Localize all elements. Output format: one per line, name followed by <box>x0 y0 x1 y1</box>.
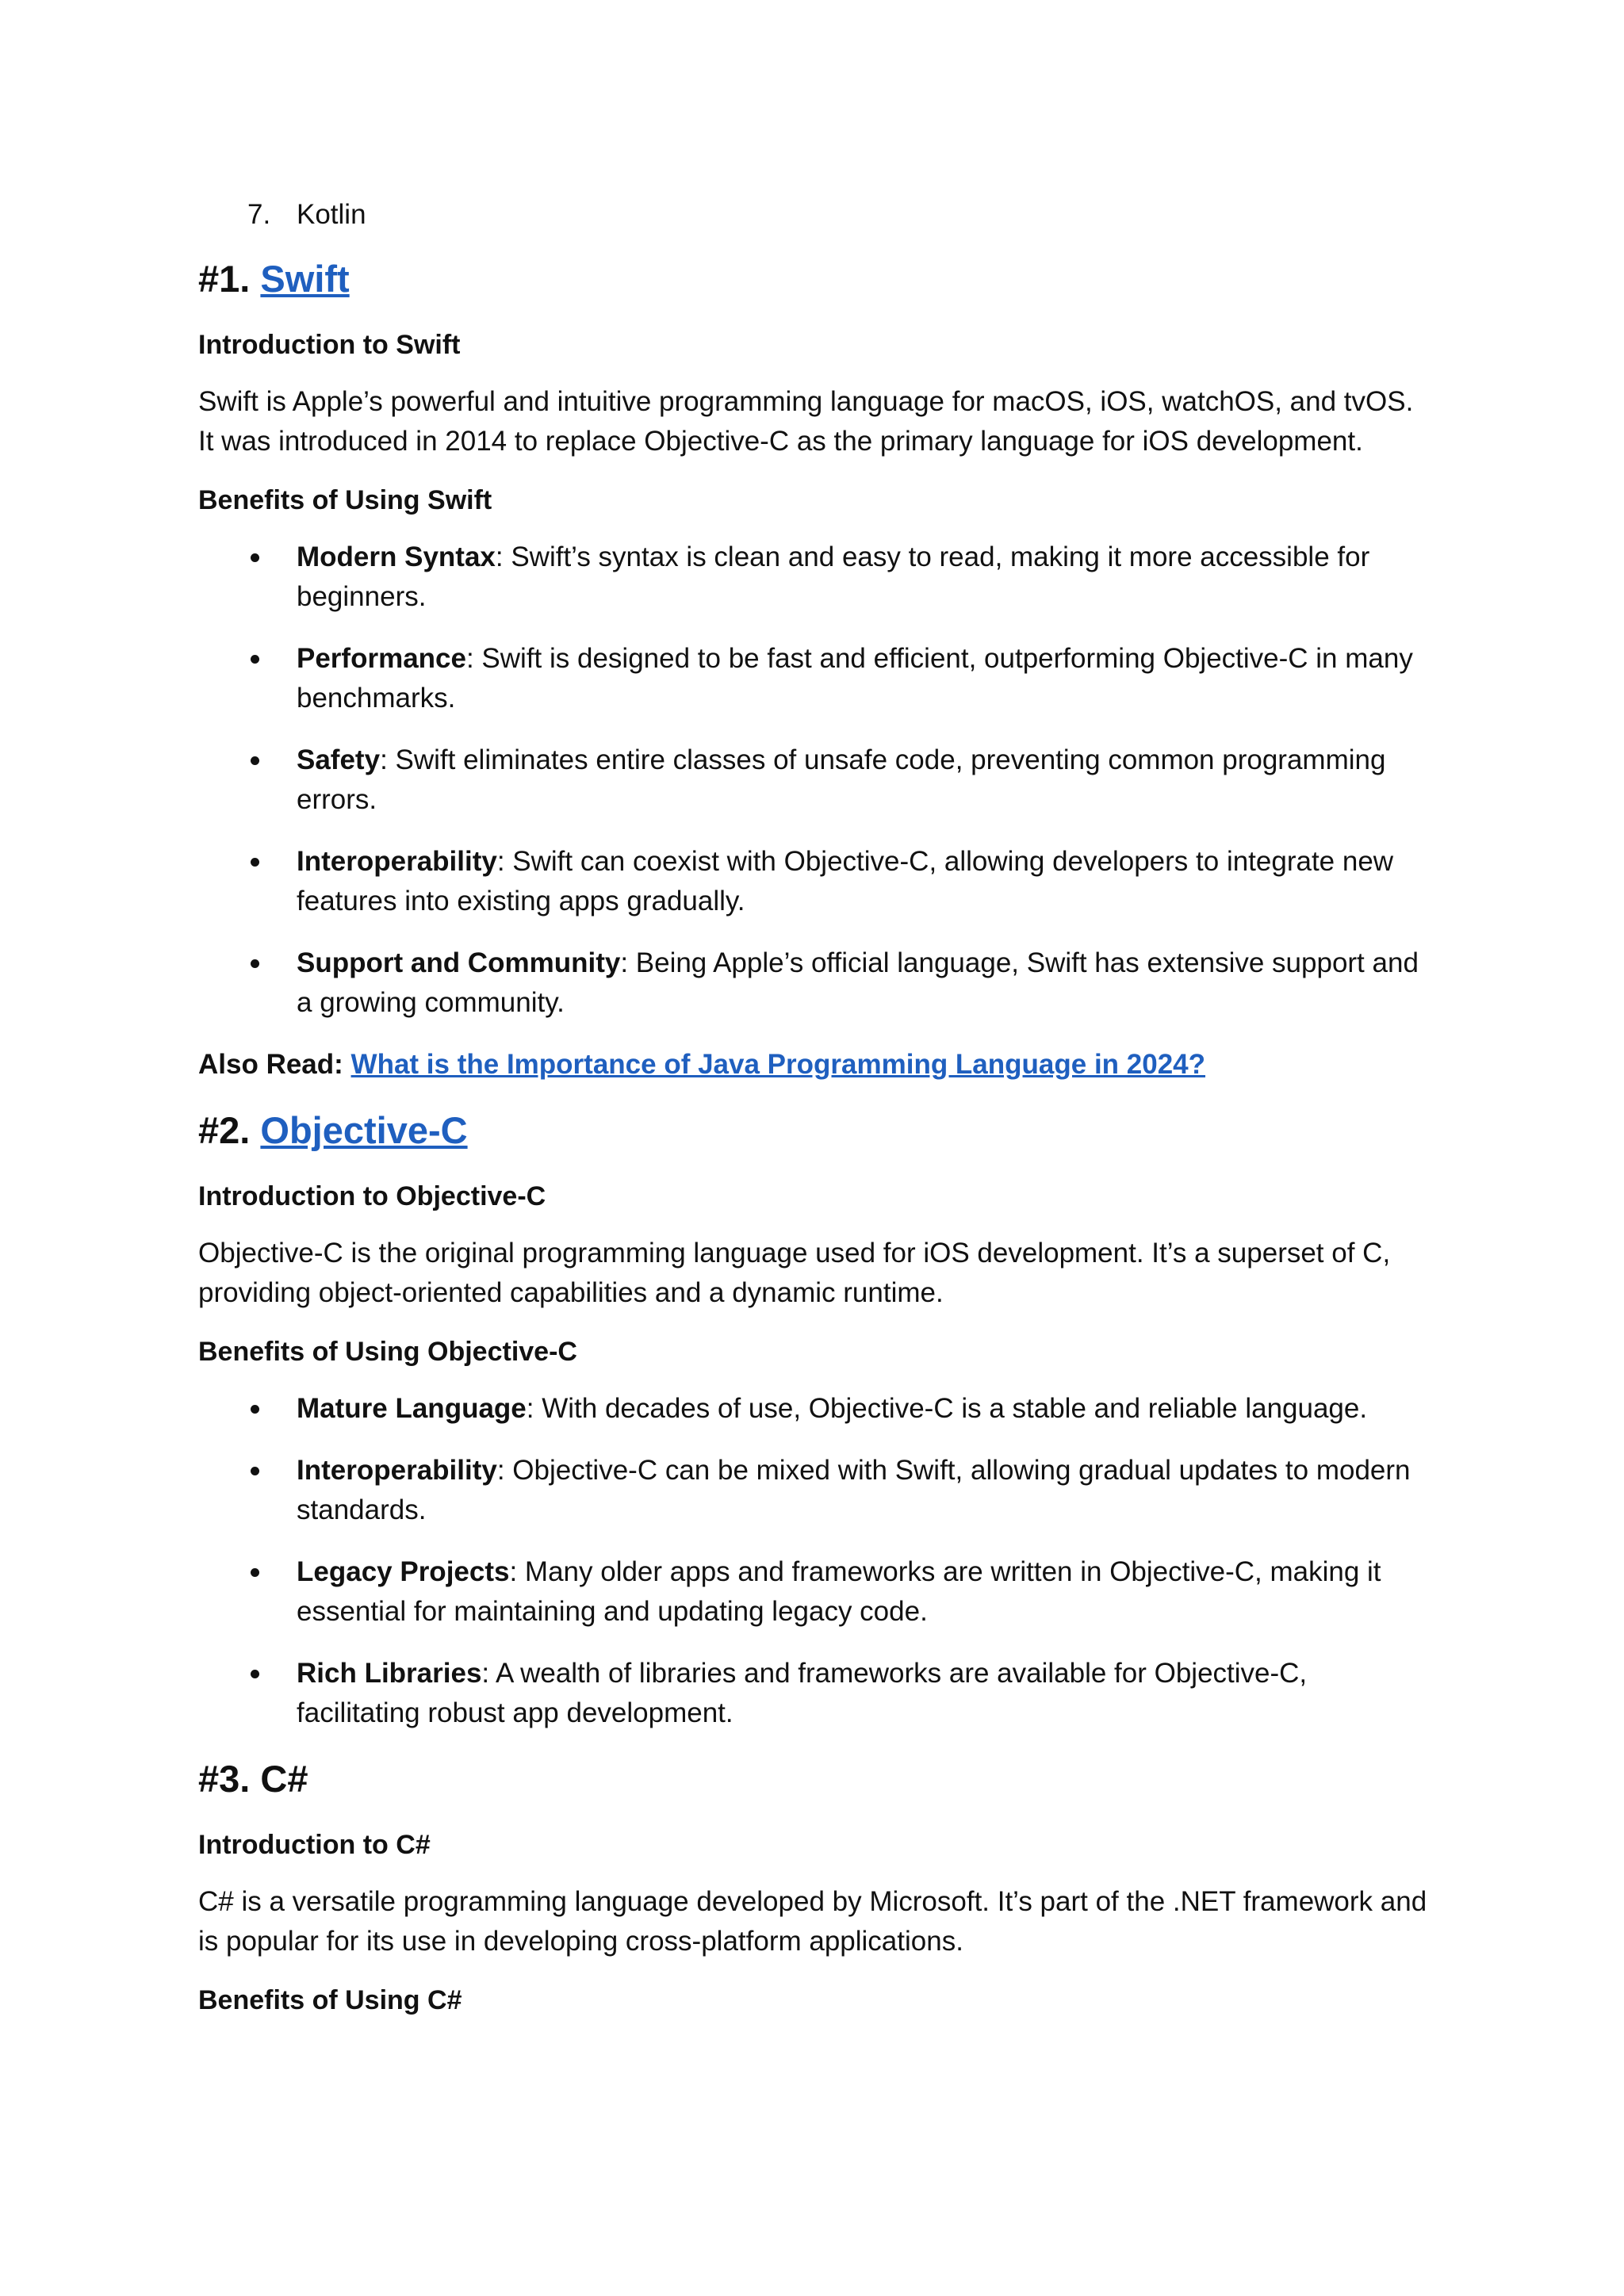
benefit-term: Mature Language <box>297 1393 527 1424</box>
also-read-label: Also Read: <box>198 1049 343 1080</box>
benefit-desc: : Objective-C can be mixed with Swift, allowing gradual updates to modern standards. <box>297 1455 1411 1525</box>
csharp-intro-title: Introduction to C# <box>198 1830 431 1860</box>
list-item-text: Kotlin <box>297 199 366 230</box>
objc-benefits-list <box>198 1389 1435 1733</box>
also-read <box>198 1045 1435 1085</box>
bullet-icon <box>251 1405 259 1414</box>
benefit-term: Rich Libraries <box>297 1658 482 1689</box>
list-item <box>198 1654 1435 1733</box>
benefit-desc: : A wealth of libraries and frameworks are available for Objective-C, facilitating robust app development. <box>297 1658 1308 1728</box>
list-item <box>198 639 1435 718</box>
benefit-desc: : Swift eliminates entire classes of unsafe code, preventing common programming errors. <box>297 744 1386 815</box>
benefit-term: Interoperability <box>297 846 497 877</box>
swift-intro-title: Introduction to Swift <box>198 330 461 360</box>
benefit-term: Support and Community <box>297 947 621 978</box>
objective-c-link[interactable]: Objective-C <box>260 1109 468 1151</box>
swift-link[interactable]: Swift <box>260 258 350 300</box>
swift-benefits-list <box>198 538 1435 1023</box>
benefit-desc: : Swift can coexist with Objective-C, allowing developers to integrate new features into existing apps gradually. <box>297 846 1394 916</box>
bullet-icon <box>251 959 259 968</box>
heading-prefix: #1. <box>198 258 251 300</box>
list-item-kotlin <box>198 195 1435 235</box>
list-item <box>198 1552 1435 1632</box>
benefit-desc: : With decades of use, Objective-C is a stable and reliable language. <box>526 1393 1368 1424</box>
benefit-desc: : Swift is designed to be fast and efficient, outperforming Objective-C in many benchmarks. <box>297 643 1413 714</box>
list-item <box>198 740 1435 820</box>
also-read-link[interactable]: What is the Importance of Java Programming Language in 2024? <box>350 1049 1206 1080</box>
bullet-icon <box>251 655 259 664</box>
bullet-icon <box>251 858 259 867</box>
benefit-term: Modern Syntax <box>297 541 496 572</box>
bullet-icon <box>251 1670 259 1678</box>
swift-intro-text: Swift is Apple’s powerful and intuitive programming language for macOS, iOS, watchOS, and tvOS. It was introduced in 2014 to replace Objective-C as the primary language for iOS development. <box>198 386 1414 457</box>
bullet-icon <box>251 1568 259 1577</box>
swift-benefits-title: Benefits of Using Swift <box>198 485 492 515</box>
bullet-icon <box>251 756 259 765</box>
section-heading-objective-c <box>198 1107 1435 1154</box>
benefit-term: Legacy Projects <box>297 1556 510 1587</box>
csharp-intro-text: C# is a versatile programming language developed by Microsoft. It’s part of the .NET framework and is popular for its use in developing cross-platform applications. <box>198 1886 1427 1957</box>
objc-benefits-title: Benefits of Using Objective-C <box>198 1337 577 1367</box>
benefit-term: Performance <box>297 643 466 674</box>
list-item <box>198 538 1435 617</box>
csharp-benefits-title: Benefits of Using C# <box>198 1985 462 2015</box>
benefit-term: Interoperability <box>297 1455 497 1486</box>
section-heading-csharp: #3. C# <box>198 1758 308 1800</box>
list-number: 7. <box>247 199 271 230</box>
benefit-term: Safety <box>297 744 381 775</box>
list-item <box>198 1451 1435 1530</box>
heading-prefix: #2. <box>198 1109 251 1151</box>
section-heading-swift <box>198 255 1435 303</box>
list-item <box>198 842 1435 921</box>
document-page <box>198 195 1435 2038</box>
objc-intro-title: Introduction to Objective-C <box>198 1181 546 1211</box>
objc-intro-text: Objective-C is the original programming language used for iOS development. It’s a superset of C, providing object-oriented capabilities and a dynamic runtime. <box>198 1238 1391 1308</box>
benefit-desc: : Swift’s syntax is clean and easy to read, making it more accessible for beginners. <box>297 541 1370 612</box>
bullet-icon <box>251 1467 259 1475</box>
benefit-desc: : Being Apple’s official language, Swift has extensive support and a growing community. <box>297 947 1419 1018</box>
bullet-icon <box>251 553 259 562</box>
list-item <box>198 943 1435 1023</box>
list-item <box>198 1389 1435 1429</box>
benefit-desc: : Many older apps and frameworks are written in Objective-C, making it essential for maintaining and updating legacy code. <box>297 1556 1381 1627</box>
